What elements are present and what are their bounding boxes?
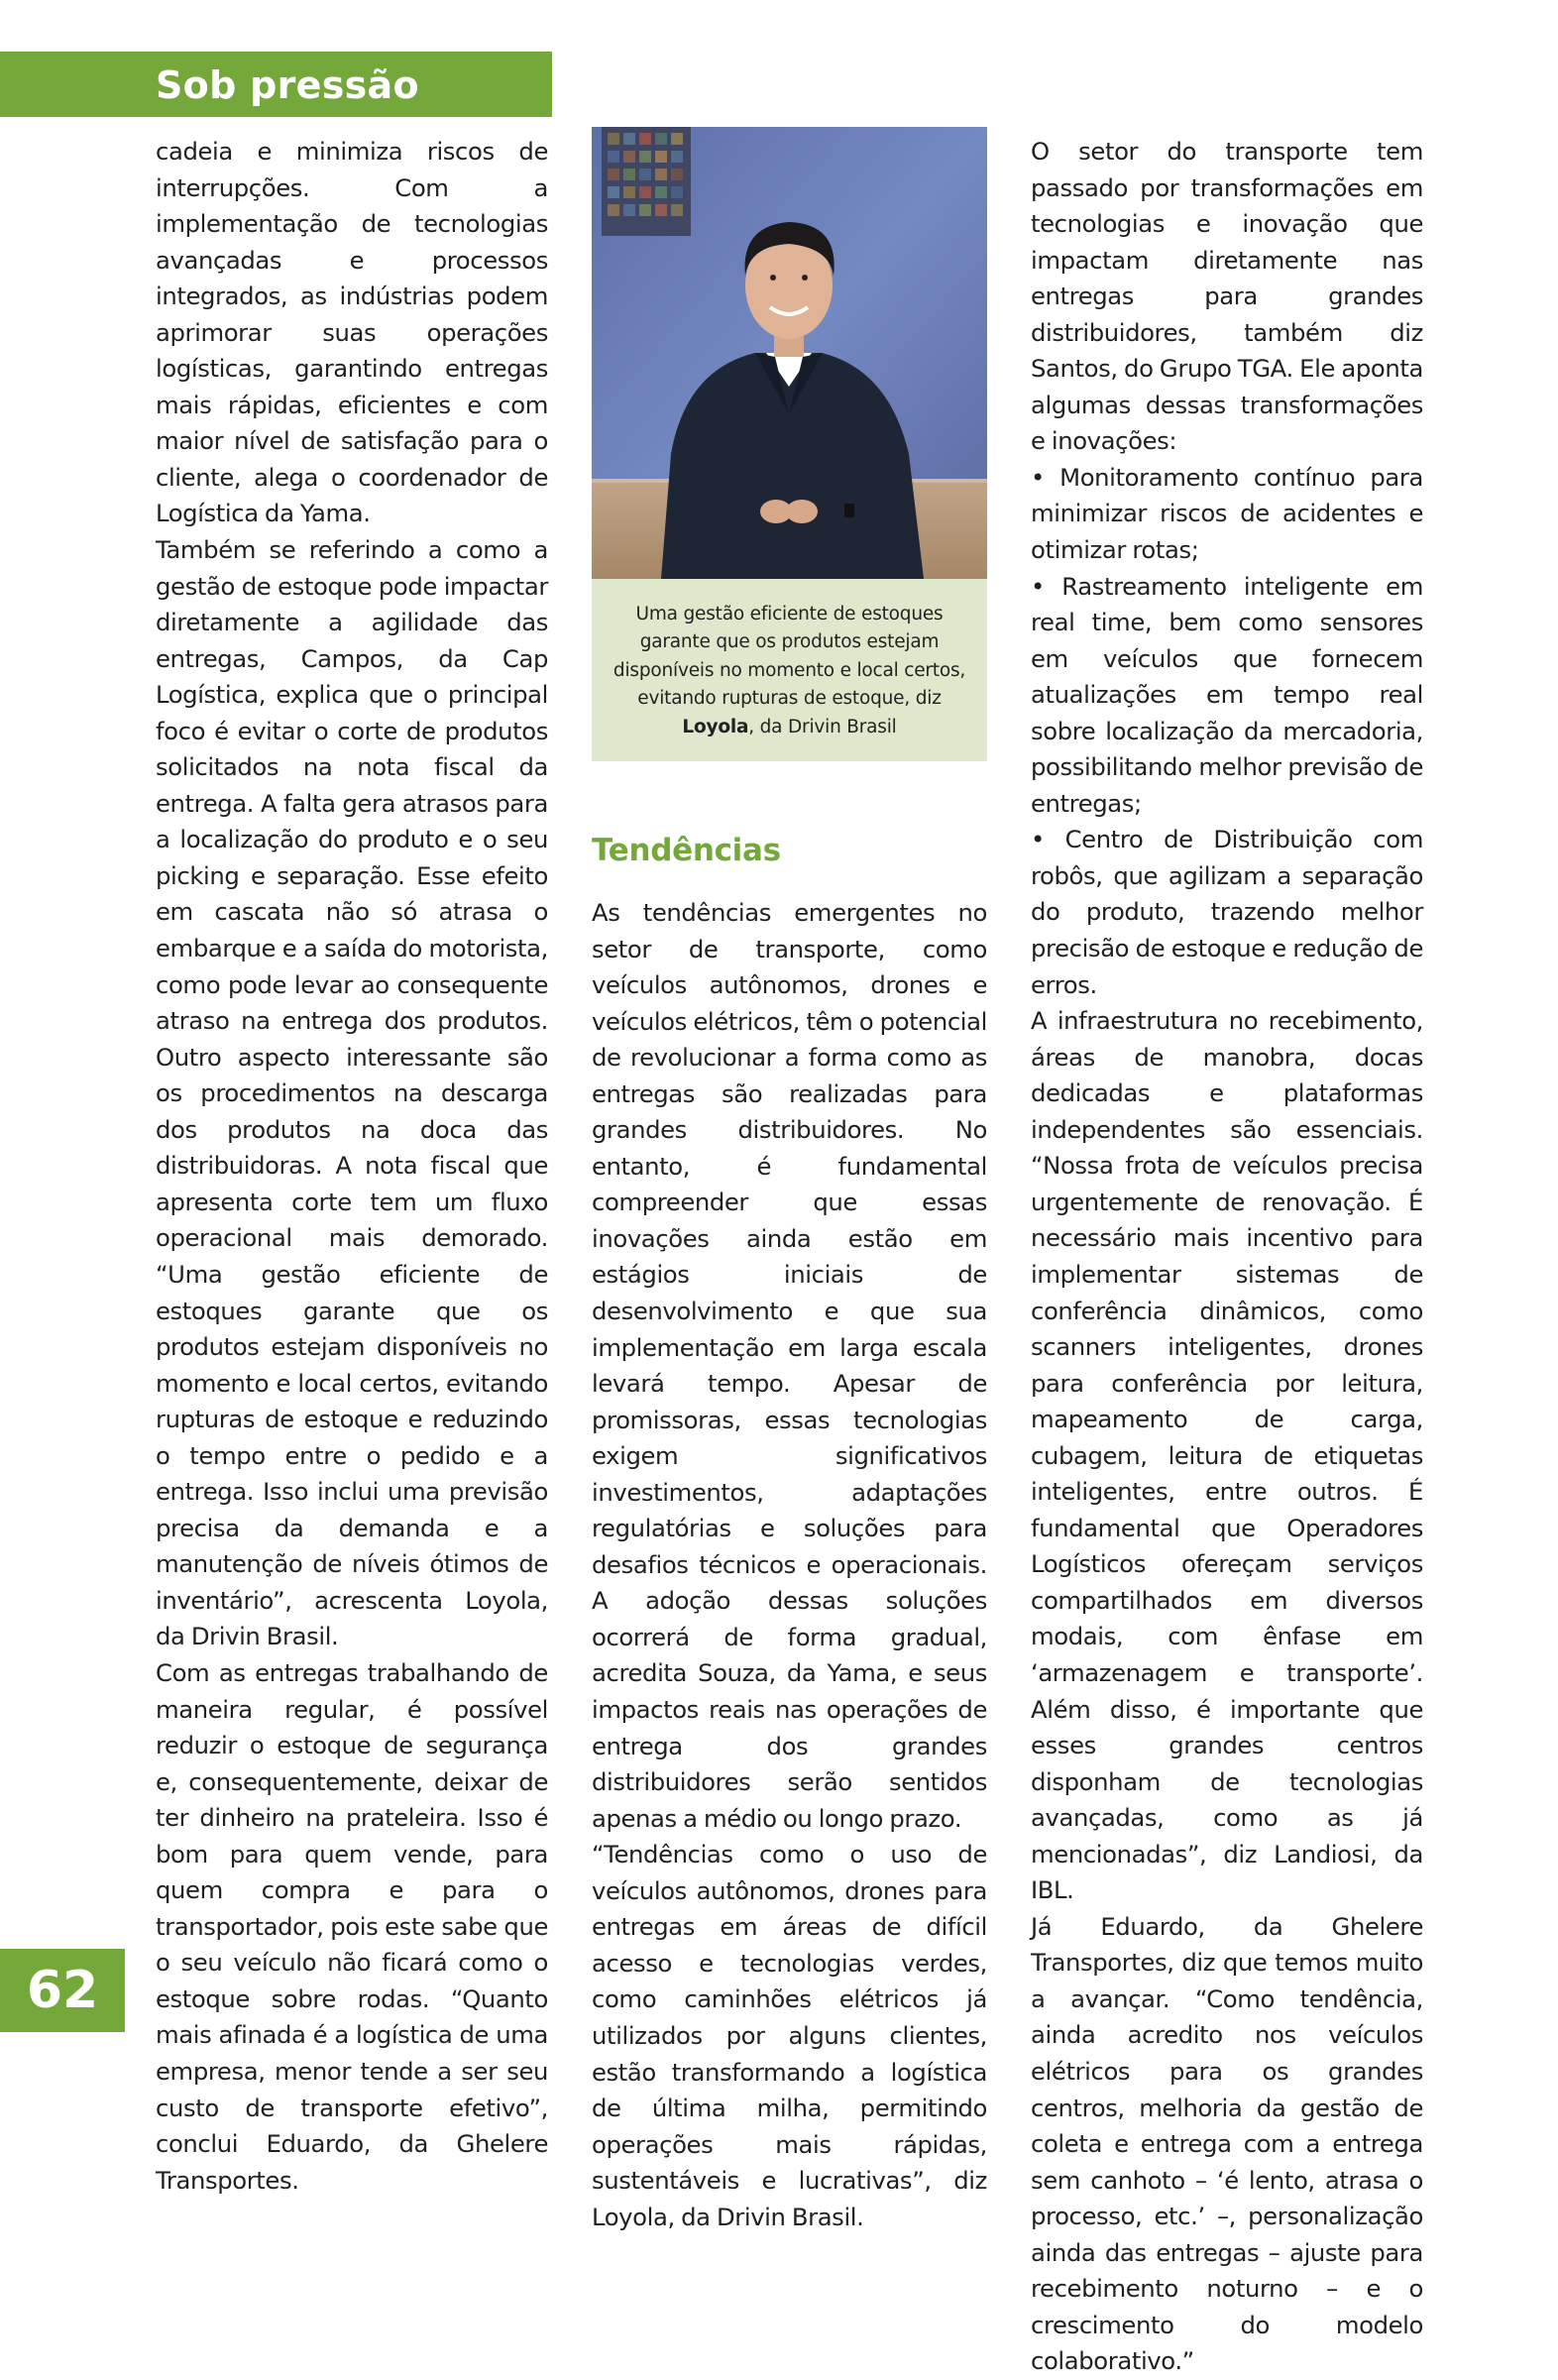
portrait-photo [592, 127, 987, 579]
paragraph: Já Eduardo, da Ghelere Transportes, diz que temos muito a avançar. “Como tendência, ainda acredito nos veículos elétricos para os grandes centros, melhoria da gestão de coleta e entrega com a entrega sem canhoto – ‘é lento, atrasa o processo, etc.’ –, personalização ainda das entregas – ajuste para recebimento noturno – e o crescimento do modelo colaborativo.” [1031, 1911, 1423, 2376]
paragraph: As tendências emergentes no setor de transporte, como veículos autônomos, drones e veículos elétricos, têm o potencial de revolucionar a forma como as entregas são realizadas para grandes distribuidores. No entanto, é fundamental compreender que essas inovações ainda estão em estágios iniciais de desenvolvimento e que sua implementação em larga escala levará tempo. Apesar de promissoras, essas tecnologias exigem significativos investimentos, adaptações regulatórias e soluções para desafios técnicos e operacionais. A adoção dessas soluções ocorrerá de forma gradual, acredita Souza, da Yama, e seus impactos reais nas operações de entrega dos grandes distribuidores serão sentidos apenas a médio ou longo prazo. [592, 898, 987, 1833]
article-column-3 [1031, 134, 1423, 2380]
article-column-2 [592, 895, 987, 2235]
bullet-item: • Monitoramento contínuo para minimizar riscos de acidentes e otimizar rotas; [1031, 462, 1423, 565]
photo-caption [606, 601, 973, 741]
paragraph: A infraestrutura no recebimento, áreas de manobra, docas dedicadas e plataformas independentes são essenciais. “Nossa frota de veículos precisa urgentemente de renovação. É necessário mais incentivo para implementar sistemas de conferência dinâmicos, como scanners inteligentes, drones para conferência por leitura, mapeamento de carga, cubagem, leitura de etiquetas inteligentes, entre outros. É fundamental que Operadores Logísticos ofereçam serviços compartilhados em diversos modais, com ênfase em ‘armazenagem e transporte’. Além disso, é importante que esses grandes centros disponham de tecnologias avançadas, como as já mencionadas”, diz Landiosi, da IBL. [1031, 1006, 1423, 1905]
paragraph: O setor do transporte tem passado por transformações em tecnologias e inovação que impactam diretamente nas entregas para grandes distribuidores, também diz Santos, do Grupo TGA. Ele aponta algumas dessas transformações e inovações: [1031, 137, 1423, 456]
caption-suffix: , da Drivin Brasil [748, 716, 897, 737]
paragraph: “Tendências como o uso de veículos autônomos, drones para entregas em áreas de difícil acesso e tecnologias verdes, como caminhões elétricos já utilizados por alguns clientes, estão transformando a logística de última milha, permitindo operações mais rápidas, sustentáveis e lucrativas”, diz Loyola, da Drivin Brasil. [592, 1840, 987, 2231]
caption-name: Loyola [682, 716, 749, 737]
article-column-1 [156, 134, 548, 2199]
caption-text: Uma gestão eficiente de estoques garante que os produtos estejam disponíveis no momento e local certos, evitando rupturas de estoque, diz [612, 604, 966, 710]
paragraph: cadeia e minimiza riscos de interrupções. Com a implementação de tecnologias avançadas e processos integrados, as indústrias podem aprimorar suas operações logísticas, garantindo entregas mais rápidas, eficientes e com maior nível de satisfação para o cliente, alega o coordenador de Logística da Yama. [156, 137, 548, 528]
bullet-item: • Centro de Distribuição com robôs, que agilizam a separação do produto, trazendo melhor precisão de estoque e redução de erros. [1031, 825, 1423, 999]
section-title: Sob pressão [156, 63, 419, 107]
photo-caption-box [592, 579, 987, 761]
bullet-item: • Rastreamento inteligente em real time, bem como sensores em veículos que fornecem atualizações em tempo real sobre localização da mercadoria, possibilitando melhor previsão de entregas; [1031, 571, 1423, 818]
section-subheading: Tendências [592, 833, 781, 868]
paragraph: Com as entregas trabalhando de maneira regular, é possível reduzir o estoque de segurança e, consequentemente, deixar de ter dinheiro na prateleira. Isso é bom para quem vende, para quem compra e para o transportador, pois este sabe que o seu veículo não ficará como o estoque sobre rodas. “Quanto mais afinada é a logística de uma empresa, menor tende a ser seu custo de transporte efetivo”, conclui Eduardo, da Ghelere Transportes. [156, 1657, 548, 2195]
page-number: 62 [26, 1961, 99, 2020]
paragraph: Também se referindo a como a gestão de estoque pode impactar diretamente a agilidade das entregas, Campos, da Cap Logística, explica que o principal foco é evitar o corte de produtos solicitados na nota fiscal da entrega. A falta gera atrasos para a localização do produto e o seu picking e separação. Esse efeito em cascata não só atrasa o embarque e a saída do motorista, como pode levar ao consequente atraso na entrega dos produtos. Outro aspecto interessante são os procedimentos na descarga dos produtos na doca das distribuidoras. A nota fiscal que apresenta corte tem um fluxo operacional mais demorado. “Uma gestão eficiente de estoques garante que os produtos estejam disponíveis no momento e local certos, evitando rupturas de estoque e reduzindo o tempo entre o pedido e a entrega. Isso inclui uma previsão precisa da demanda e a manutenção de níveis ótimos de inventário”, acrescenta Loyola, da Drivin Brasil. [156, 535, 548, 1651]
